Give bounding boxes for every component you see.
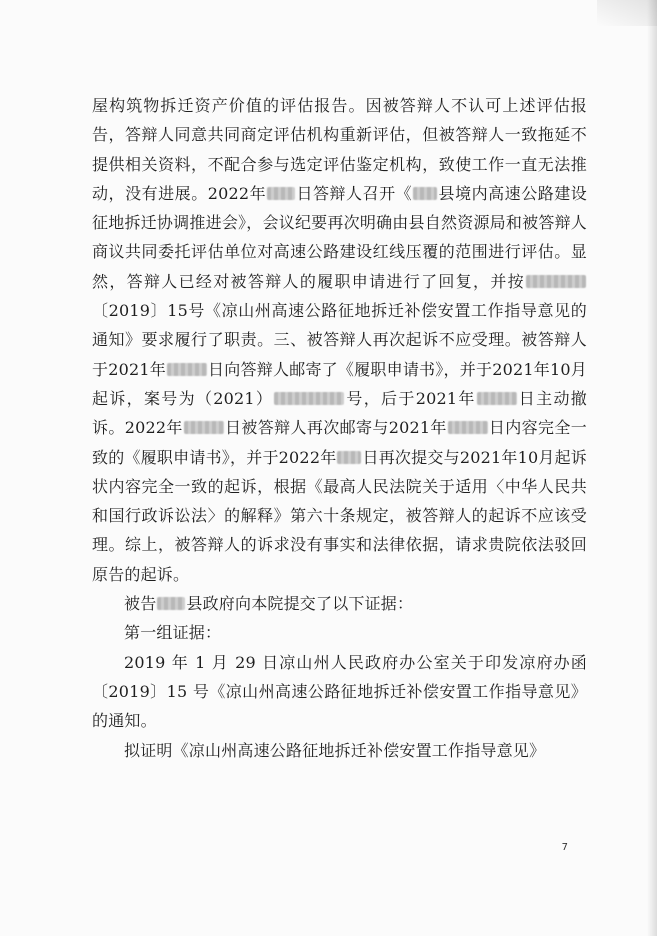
paragraph-evidence-item: 2019 年 1 月 29 日凉山州人民政府办公室关于印发凉府办函〔2019〕15 号《凉山州高速公路征地拆迁补偿安置工作指导意见》的通知。 bbox=[92, 652, 587, 731]
text-segment: 日向答辩人邮寄了《履职申请书》，并于2021年10月起诉，案号为（2021） bbox=[92, 359, 587, 408]
text-segment: 〔2019〕15号《凉山州高速公路征地拆迁补偿安置工作指导意见的通知》要求履行了职责。三、被答辩人再次起诉不应受理。被答辩人于2021年 bbox=[92, 301, 587, 379]
redaction-mark bbox=[267, 187, 295, 200]
text-segment: 被告 bbox=[124, 594, 157, 614]
text-segment: 日答辩人召开《 bbox=[296, 183, 413, 203]
redaction-mark bbox=[167, 363, 207, 376]
text-segment: 县政府向本院提交了以下证据： bbox=[186, 594, 414, 614]
page-number: 7 bbox=[561, 842, 568, 853]
redaction-mark bbox=[157, 597, 185, 610]
redaction-mark bbox=[184, 421, 224, 434]
text-segment: 县境内高速公路建设征地拆迁协调推进会》，会议纪要再次明确由县自然资源局和被答辩人商议共同委托评估单位对高速公路建设红线压覆的范围进行评估。显然，答辩人已经对被答辩人的履职申请进行了回复，并按 bbox=[92, 183, 587, 291]
paragraph-answer-continued bbox=[92, 91, 587, 589]
paragraph-evidence-purpose: 拟证明《凉山州高速公路征地拆迁补偿安置工作指导意见》 bbox=[124, 740, 546, 760]
text-segment: 日主动撤诉。2022年 bbox=[92, 388, 587, 438]
text-segment: 日再次提交与2021年10月起诉状内容完全一致的起诉，根据《最高人民法院关于适用〈中华人民共和国行政诉讼法〉的解释》第六十条规定，被答辩人的起诉不应该受理。综上，被答辩人的诉求没有事实和法律依据，请求贵院依法驳回原告的起诉。 bbox=[92, 447, 588, 584]
text-segment: 日内容完全一致的《履职申请书》，并于2022年 bbox=[92, 418, 587, 467]
redaction-mark bbox=[413, 187, 437, 200]
redaction-mark bbox=[274, 392, 344, 405]
paragraph-evidence-group-heading: 第一组证据： bbox=[124, 623, 222, 643]
paragraph-defendant-evidence-intro bbox=[92, 589, 587, 618]
text-segment: 日被答辩人再次邮寄与2021年 bbox=[224, 418, 447, 438]
text-segment: 号，后于2021年 bbox=[345, 388, 476, 408]
scan-edge-shadow bbox=[647, 0, 657, 936]
redaction-mark bbox=[337, 451, 361, 464]
text-segment: 屋构筑物拆迁资产价值的评估报告。因被答辩人不认可上述评估报告，答辩人同意共同商定评估机构重新评估，但被答辩人一致拖延不提供相关资料，不配合参与选定评估鉴定机构，致使工作一直无法推动，没有进展。2022年 bbox=[92, 96, 587, 203]
redaction-mark bbox=[477, 392, 517, 405]
redaction-mark bbox=[526, 275, 586, 288]
document-body bbox=[92, 91, 587, 765]
redaction-mark bbox=[448, 421, 488, 434]
